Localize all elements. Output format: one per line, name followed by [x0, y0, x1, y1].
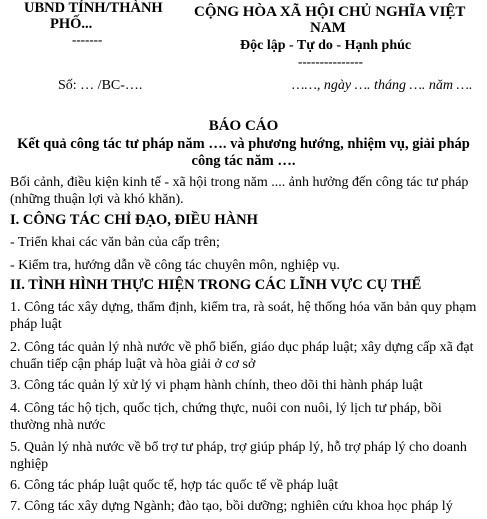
section2-item2-line1: 2. Công tác quản lý nhà nước về phổ biến, giáo dục pháp luật; xây dựng cấp xã đạt [10, 340, 474, 355]
section2-item5-line2: nghiệp [10, 457, 49, 472]
report-title: BÁO CÁO [208, 118, 279, 134]
report-subtitle-line1: Kết quả công tác tư pháp năm …. và phương hướng, nhiệm vụ, giải pháp [17, 136, 470, 152]
section2-item5-line1: 5. Quản lý nhà nước về bổ trợ tư pháp, trợ giúp pháp lý, hỗ trợ pháp lý cho doanh [10, 440, 467, 455]
section1-item1: - Triển khai các văn bản của cấp trên; [10, 235, 220, 250]
national-motto-divider: --------------- [298, 54, 363, 69]
report-subtitle-line2: công tác năm …. [191, 153, 296, 169]
issuing-authority-line1: UBND TỈNH/THÀNH [24, 0, 163, 16]
section2-item7-line1: 7. Công tác xây dựng Ngành; đào tạo, bồi dưỡng; nghiên cứu khoa học pháp lý [10, 499, 453, 514]
national-title-line1: CỘNG HÒA XÃ HỘI CHỦ NGHĨA VIỆT [194, 4, 466, 20]
section2-item2-line2: chuẩn tiếp cận pháp luật và hòa giải ở cơ sở [10, 357, 256, 372]
section2-item1-line1: 1. Công tác xây dựng, thẩm định, kiểm tra, rà soát, hệ thống hóa văn bản quy phạm [10, 300, 477, 315]
document-number: Số: … /BC-…. [58, 78, 143, 93]
issuing-authority-divider: ------- [72, 32, 103, 47]
section2-item4-line1: 4. Công tác hộ tịch, quốc tịch, chứng thực, nuôi con nuôi, lý lịch tư pháp, bồi [10, 401, 442, 416]
national-motto: Độc lập - Tự do - Hạnh phúc [240, 38, 412, 53]
national-title-line2: NAM [310, 20, 346, 36]
section1-heading: I. CÔNG TÁC CHỈ ĐẠO, ĐIỀU HÀNH [10, 212, 258, 228]
section2-item4-line2: thường nhà nước [10, 418, 106, 433]
issuing-authority-line2: PHỐ... [50, 16, 93, 32]
intro-paragraph-line1: Bối cảnh, điều kiện kinh tế - xã hội trong năm .... ảnh hưởng đến công tác tư pháp [10, 175, 469, 190]
section2-item3-line1: 3. Công tác quản lý xử lý vi phạm hành chính, theo dõi thi hành pháp luật [10, 378, 423, 393]
section2-item6-line1: 6. Công tác pháp luật quốc tế, hợp tác quốc tế về pháp luật [10, 478, 339, 493]
document-date: ……, ngày …. tháng …. năm …. [292, 78, 473, 93]
intro-paragraph-line2: (những thuận lợi và khó khăn). [10, 192, 184, 207]
section2-heading: II. TÌNH HÌNH THỰC HIỆN TRONG CÁC LĨNH VỰC CỤ THỂ [10, 277, 422, 293]
section1-item2: - Kiểm tra, hướng dẫn về công tác chuyên môn, nghiệp vụ. [10, 258, 340, 273]
section2-item1-line2: pháp luật [10, 317, 62, 332]
